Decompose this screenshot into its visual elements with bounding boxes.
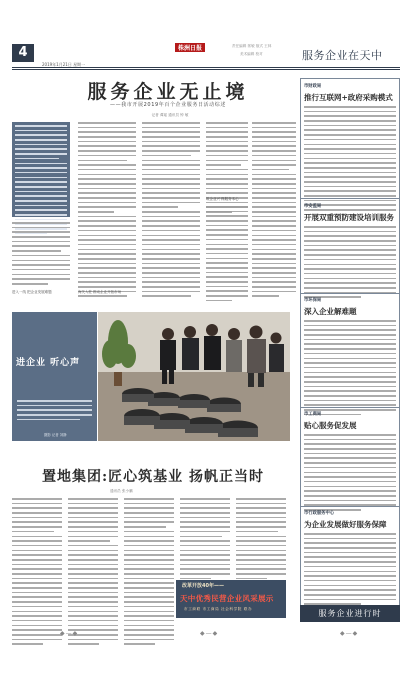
advert-title: 天中优秀民营企业风采展示 [180, 594, 274, 603]
rc-tag-1: 市财政局 [304, 84, 322, 89]
top-rule-2 [12, 69, 400, 70]
lead-body-col-5 [252, 122, 296, 300]
rc-separator-3 [300, 407, 400, 408]
rc-tag-2: 市安监局 [304, 204, 322, 209]
factory-visit-photo [98, 312, 290, 441]
second-body-col-4 [180, 498, 230, 582]
masthead-info-2: 美术编辑 校对 [240, 52, 263, 56]
paper-logo: 株洲日报 [175, 43, 205, 52]
advert-sponsors: 市工商联 市工商局 社会科学院 联办 [184, 607, 253, 611]
rc-tag-4: 市工商局 [304, 412, 322, 417]
masthead-info: 责任编辑 郭敏 版式 王林 [232, 44, 272, 48]
section-title: 服务企业在天中 [302, 49, 383, 62]
advert-kicker: 改革开放40年—— [182, 583, 224, 589]
bottom-ornament-center: ◆—◆ [200, 630, 219, 637]
factory-visit-illustration [98, 312, 290, 441]
bottom-ornament-left: ◆—◆ [60, 630, 79, 637]
rc-body-3 [304, 320, 396, 418]
rc-separator-2 [300, 293, 400, 294]
bottom-ornament-right: ◆—◆ [340, 630, 359, 637]
lead-caption-1: 进入一线 把企业发展难题 [12, 290, 52, 294]
rc-tag-5: 市行政服务中心 [304, 511, 335, 516]
second-body-col-2 [68, 498, 118, 648]
rc-tag-3: 市环保局 [304, 298, 322, 303]
rc-body-2 [304, 226, 396, 301]
lead-body-col-3 [142, 122, 200, 300]
lead-mid-caption: 筑企业兴 株服务本心 [206, 197, 239, 201]
issue-date: 2019年1月21日 星期一 [42, 62, 86, 67]
top-rule [12, 67, 400, 68]
lead-intro-box [12, 122, 70, 217]
rc-headline-2: 开展双重预防建设培训服务 [304, 213, 394, 222]
rc-headline-4: 贴心服务促发展 [304, 421, 357, 430]
photo-feature-box [12, 312, 97, 441]
rc-headline-1: 推行互联网+政府采购模式 [304, 93, 393, 102]
lead-body-col-2 [78, 122, 136, 300]
rc-body-1 [304, 106, 396, 219]
rc-body-5 [304, 533, 396, 608]
second-body-col-1 [12, 498, 62, 648]
lead-body-col-4b [206, 206, 248, 304]
lead-body-col-1 [12, 222, 70, 288]
second-body-col-3 [124, 498, 174, 648]
rc-separator-4 [300, 506, 400, 507]
rc-separator-1 [300, 198, 400, 199]
rc-headline-3: 深入企业解难题 [304, 307, 357, 316]
lead-subline: ——我市开展2019年百个企业服务日活动综述 [110, 102, 226, 108]
rc-body-4 [304, 434, 396, 514]
photo-feature-title: 进企业 听心声 [16, 358, 81, 368]
second-body-col-5 [236, 498, 286, 582]
rc-headline-5: 为企业发展做好服务保障 [304, 520, 387, 529]
second-byline: 通讯员 张小鹏 [110, 489, 133, 493]
lead-byline: 记者 谭瑶 通讯员 钟 敏 [151, 113, 189, 117]
right-column-banner: 服务企业进行时 [300, 605, 400, 622]
lead-caption-2: 海关入驻 推动企业开拓市场 [78, 290, 122, 294]
second-headline: 置地集团:匠心筑基业 扬帆正当时 [41, 469, 265, 485]
lead-headline: 服务企业无止境 [87, 81, 249, 103]
page-number: 4 [12, 44, 34, 62]
lead-body-col-4 [206, 122, 248, 216]
photo-credit: 摄影 记者 刘静 [44, 433, 67, 437]
